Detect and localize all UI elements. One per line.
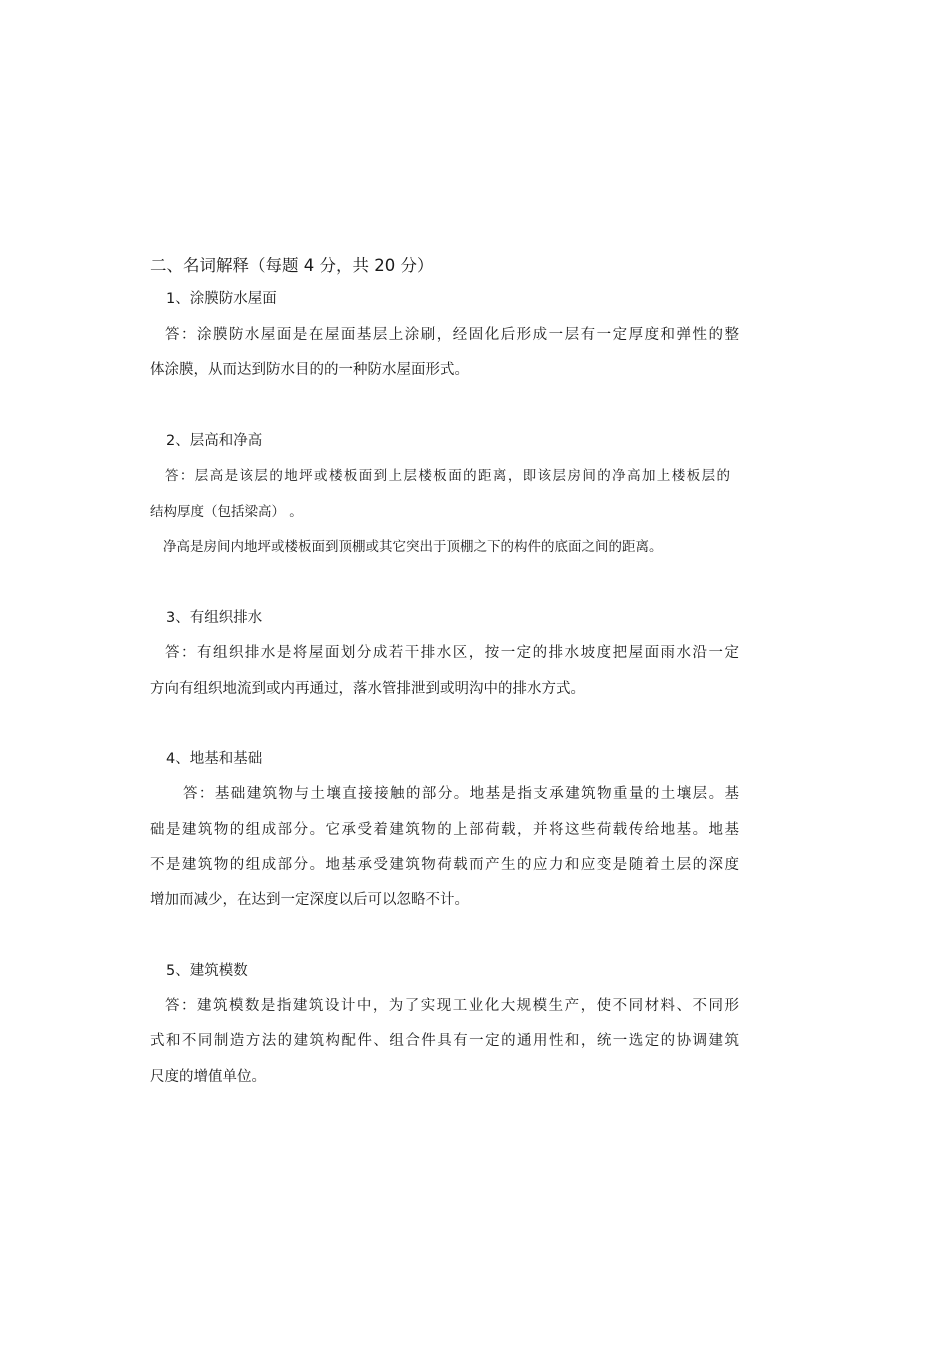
item-4-line-2: 础是建筑物的组成部分。它承受着建筑物的上部荷载，并将这些荷载传给地基。地基: [150, 822, 739, 838]
item-1-line-1: 答：涂膜防水屋面是在屋面基层上涂刷，经固化后形成一层有一定厚度和弹性的整: [165, 327, 739, 343]
item-5-line-2: 式和不同制造方法的建筑构配件、组合件具有一定的通用性和，统一选定的协调建筑: [150, 1033, 739, 1049]
item-4-line-4: 增加而减少，在达到一定深度以后可以忽略不计。: [150, 892, 469, 908]
item-1-title: 1、涂膜防水屋面: [166, 291, 277, 307]
item-2-line-3: 净高是房间内地坪或楼板面到顶棚或其它突出于顶棚之下的构件的底面之间的距离。: [163, 539, 663, 555]
item-4-line-3: 不是建筑物的组成部分。地基承受建筑物荷载而产生的应力和应变是随着土层的深度: [150, 857, 739, 873]
item-4-line-1: 答：基础建筑物与土壤直接接触的部分。地基是指支承建筑物重量的土壤层。基: [183, 786, 739, 802]
item-3-title: 3、有组织排水: [166, 610, 263, 626]
item-2-line-2: 结构厚度（包括梁高） 。: [150, 504, 303, 520]
item-3-line-1: 答：有组织排水是将屋面划分成若干排水区，按一定的排水坡度把屋面雨水沿一定: [165, 645, 739, 661]
item-1-line-2: 体涂膜，从而达到防水目的的一种防水屋面形式。: [150, 362, 469, 378]
section-heading: 二、名词解释（每题 4 分，共 20 分）: [150, 256, 434, 275]
item-2-title: 2、层高和净高: [166, 433, 263, 449]
item-2-line-1: 答：层高是该层的地坪或楼板面到上层楼板面的距离，即该层房间的净高加上楼板层的: [165, 468, 730, 484]
item-5-title: 5、建筑模数: [166, 963, 248, 979]
item-3-line-2: 方向有组织地流到或内再通过，落水管排泄到或明沟中的排水方式。: [150, 681, 585, 697]
item-4-title: 4、地基和基础: [166, 751, 263, 767]
item-5-line-3: 尺度的增值单位。: [150, 1069, 266, 1085]
item-5-line-1: 答：建筑模数是指建筑设计中，为了实现工业化大规模生产，使不同材料、不同形: [165, 998, 739, 1014]
